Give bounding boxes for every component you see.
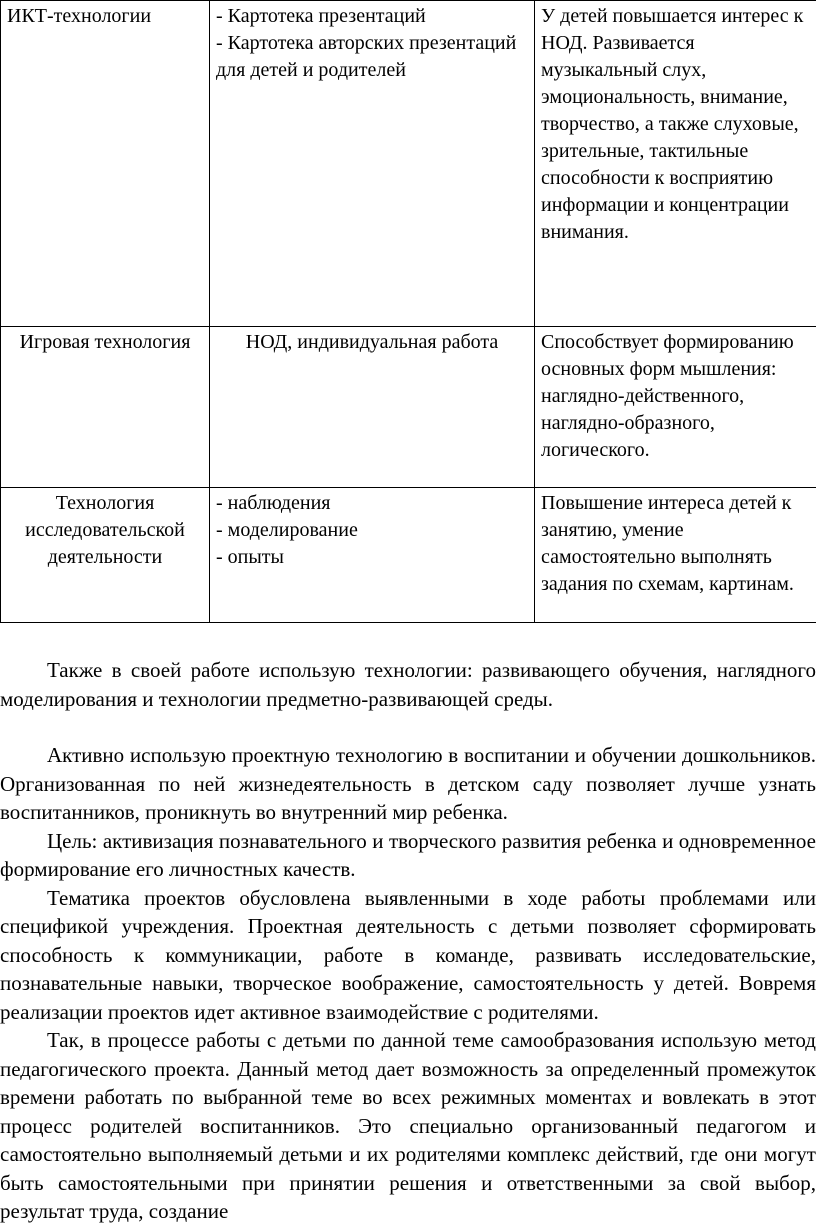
technology-cell: Игровая технология <box>1 327 210 488</box>
form-item: - Картотека авторских презентаций для детей и родителей <box>216 32 517 81</box>
form-item: - Картотека презентаций <box>216 5 426 27</box>
table-row <box>1 327 816 488</box>
forms-cell <box>210 488 535 623</box>
form-item: НОД, индивидуальная работа <box>245 331 499 353</box>
forms-cell <box>210 1 535 327</box>
paragraph-gap <box>0 713 816 741</box>
paragraph: Цель: активизация познавательного и творческого развития ребенка и одновременное формирование его личностных качеств. <box>0 828 816 881</box>
form-item: - моделирование <box>216 519 358 541</box>
form-item: - опыты <box>216 546 284 568</box>
table-row <box>1 1 816 327</box>
form-item: - наблюдения <box>216 492 331 514</box>
result-cell: У детей повышается интерес к НОД. Развивается музыкальный слух, эмоциональность, внимание, творчество, а также слуховые, зрительные, тактильные способности к восприятию информации и концентрации внимания. <box>535 1 816 327</box>
technology-cell: Технология исследовательской деятельности <box>1 488 210 623</box>
technology-cell: ИКТ-технологии <box>1 1 210 327</box>
body-text <box>0 656 816 1226</box>
paragraph: Также в своей работе использую технологии: развивающего обучения, наглядного моделирования и технологии предметно-развивающей среды. <box>0 658 816 711</box>
paragraph: Активно использую проектную технологию в воспитании и обучении дошкольников. Организованная по ней жизнедеятельность в детском саду позволяет лучше узнать воспитанников, проникнуть во внутренний мир ребенка. <box>0 743 816 824</box>
paragraph: Тематика проектов обусловлена выявленными в ходе работы проблемами или спецификой учреждения. Проектная деятельность с детьми позволяет сформировать способность к коммуникации, работе в команде, развивать исследовательские, познавательные навыки, творческое воображение, самостоятельность у детей. Вовремя реализации проектов идет активное взаимодействие с родителями. <box>0 885 816 1024</box>
result-cell: Способствует формированию основных форм мышления: наглядно-действенного, наглядно-образного, логического. <box>535 327 816 488</box>
table-row <box>1 488 816 623</box>
forms-cell <box>210 327 535 488</box>
paragraph: Так, в процессе работы с детьми по данной теме самообразования использую метод педагогического проекта. Данный метод дает возможность за определенный промежуток времени работать по выбранной теме во всех режимных моментах и вовлекать в этот процесс родителей воспитанников. Это специально организованный педагогом и самостоятельно выполняемый детьми и их родителями комплекс действий, где они могут быть самостоятельными при принятии решения и ответственными за свой выбор, результат труда, создание <box>0 1028 816 1223</box>
result-cell: Повышение интереса детей к занятию, умение самостоятельно выполнять задания по схемам, картинам. <box>535 488 816 623</box>
